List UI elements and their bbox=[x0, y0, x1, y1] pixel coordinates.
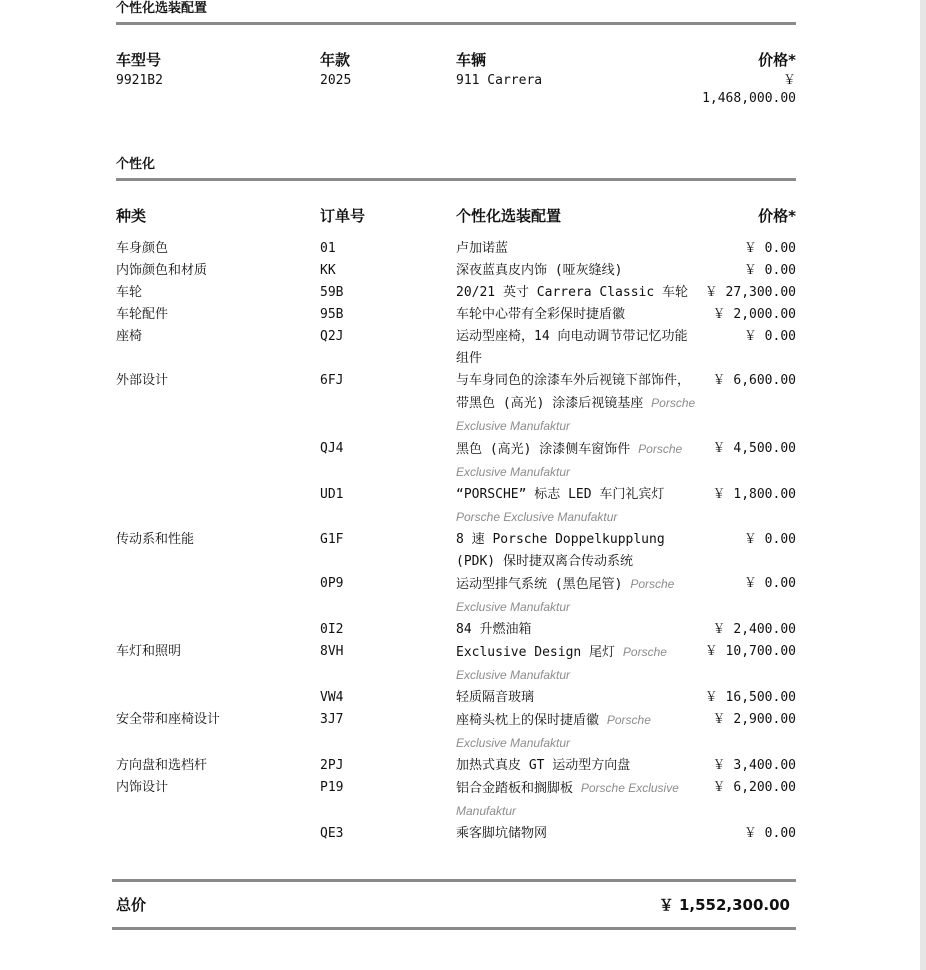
option-price: ￥ 1,800.00 bbox=[712, 487, 796, 502]
option-code: 2PJ bbox=[320, 758, 344, 773]
header-vehicle: 车辆 bbox=[456, 51, 487, 69]
personal-section-title: 个性化 bbox=[116, 157, 156, 172]
option-text: “PORSCHE” 标志 LED 车门礼宾灯 bbox=[456, 487, 665, 502]
option-description bbox=[456, 755, 696, 777]
option-category: 传动系和性能 bbox=[116, 532, 195, 547]
option-text: 座椅头枕上的保时捷盾徽 bbox=[456, 713, 600, 728]
option-text: 乘客脚坑储物网 bbox=[456, 826, 548, 841]
option-code: Q2J bbox=[320, 329, 344, 344]
option-price: ￥ 0.00 bbox=[743, 241, 796, 256]
option-code: 59B bbox=[320, 285, 344, 300]
option-text: 运动型座椅，14 向电动调节带记忆功能组件 bbox=[456, 329, 688, 366]
option-category bbox=[116, 484, 320, 529]
option-text: Exclusive Design 尾灯 bbox=[456, 645, 616, 660]
header-order-no: 订单号 bbox=[320, 207, 366, 225]
option-code: QJ4 bbox=[320, 441, 344, 456]
total-row bbox=[112, 882, 796, 927]
option-category: 车轮配件 bbox=[116, 307, 169, 322]
base-price bbox=[696, 72, 796, 108]
personal-section bbox=[116, 156, 796, 845]
header-price: 价格* bbox=[758, 51, 796, 69]
option-code: 3J7 bbox=[320, 712, 344, 727]
option-category: 车灯和照明 bbox=[116, 644, 182, 659]
option-price: ￥ 6,600.00 bbox=[712, 373, 796, 388]
option-description bbox=[456, 687, 696, 709]
option-category: 外部设计 bbox=[116, 373, 169, 388]
option-code: VW4 bbox=[320, 690, 344, 705]
option-category: 车轮 bbox=[116, 285, 143, 300]
option-price: ￥ 0.00 bbox=[743, 263, 796, 278]
option-text: 与车身同色的涂漆车外后视镜下部饰件，带黑色 (高光) 涂漆后视镜基座 bbox=[456, 373, 691, 411]
option-description bbox=[456, 777, 696, 823]
option-text: 卢加诺蓝 bbox=[456, 241, 509, 256]
option-text: 运动型排气系统 (黑色尾管) bbox=[456, 577, 623, 592]
header-model-no: 车型号 bbox=[116, 51, 162, 69]
option-text: 铝合金踏板和搁脚板 bbox=[456, 781, 574, 796]
config-section-title: 个性化选装配置 bbox=[116, 1, 208, 16]
option-price: ￥ 0.00 bbox=[743, 576, 796, 591]
option-code: 01 bbox=[320, 241, 336, 256]
option-category: 车身颜色 bbox=[116, 241, 169, 256]
option-category: 方向盘和选档杆 bbox=[116, 758, 208, 773]
total-bottom-rule bbox=[112, 927, 796, 930]
option-price: ￥ 0.00 bbox=[743, 329, 796, 344]
option-text: 黑色 (高光) 涂漆侧车窗饰件 bbox=[456, 442, 631, 457]
option-description bbox=[456, 438, 696, 484]
option-price: ￥ 0.00 bbox=[743, 532, 796, 547]
header-price: 价格* bbox=[758, 207, 796, 225]
exclusive-tag: Porsche Exclusive Manufaktur bbox=[456, 510, 618, 524]
option-code: 8VH bbox=[320, 644, 344, 659]
option-code: 0P9 bbox=[320, 576, 344, 591]
option-description bbox=[456, 326, 696, 370]
option-code: UD1 bbox=[320, 487, 344, 502]
option-category bbox=[116, 687, 320, 709]
option-category bbox=[116, 619, 320, 641]
option-description bbox=[456, 484, 696, 529]
option-text: 20/21 英寸 Carrera Classic 车轮 bbox=[456, 285, 689, 300]
exclusive-tag: Porsche Exclusive Manufaktur bbox=[456, 713, 651, 750]
option-code: 95B bbox=[320, 307, 344, 322]
total-block bbox=[112, 879, 796, 930]
base-price-value: 1,468,000.00 bbox=[702, 91, 796, 106]
option-description bbox=[456, 529, 696, 573]
option-code: P19 bbox=[320, 780, 344, 795]
config-header-row bbox=[116, 50, 796, 70]
option-description bbox=[456, 282, 696, 304]
option-category bbox=[116, 573, 320, 619]
option-category bbox=[116, 823, 320, 845]
exclusive-tag: Porsche Exclusive Manufaktur bbox=[456, 442, 683, 479]
exclusive-tag: Porsche Exclusive Manufaktur bbox=[456, 781, 679, 818]
option-category: 座椅 bbox=[116, 329, 143, 344]
section-divider bbox=[116, 22, 796, 25]
year-value: 2025 bbox=[320, 73, 352, 88]
options-table bbox=[116, 238, 796, 845]
option-text: 深夜蓝真皮内饰 (哑灰缝线) bbox=[456, 263, 623, 278]
option-description bbox=[456, 823, 696, 845]
header-option: 个性化选装配置 bbox=[456, 207, 562, 225]
option-price: ￥ 2,400.00 bbox=[712, 622, 796, 637]
option-code: KK bbox=[320, 263, 336, 278]
option-price: ￥ 2,900.00 bbox=[712, 712, 796, 727]
exclusive-tag: Porsche Exclusive Manufaktur bbox=[456, 577, 675, 614]
option-price: ￥ 27,300.00 bbox=[704, 285, 796, 300]
option-category: 内饰设计 bbox=[116, 780, 169, 795]
option-text: 车轮中心带有全彩保时捷盾徽 bbox=[456, 307, 626, 322]
option-text: 加热式真皮 GT 运动型方向盘 bbox=[456, 758, 631, 773]
option-description bbox=[456, 709, 696, 755]
option-description bbox=[456, 370, 696, 438]
option-text: 8 速 Porsche Doppelkupplung (PDK) 保时捷双离合传动系统 bbox=[456, 532, 665, 569]
vehicle-value: 911 Carrera bbox=[456, 73, 543, 88]
option-text: 轻质隔音玻璃 bbox=[456, 690, 535, 705]
option-category: 安全带和座椅设计 bbox=[116, 712, 221, 727]
option-code: 0I2 bbox=[320, 622, 344, 637]
model-no-value: 9921B2 bbox=[116, 73, 163, 88]
option-description bbox=[456, 641, 696, 687]
option-price: ￥ 6,200.00 bbox=[712, 780, 796, 795]
personal-header-row bbox=[116, 206, 796, 226]
exclusive-tag: Porsche Exclusive Manufaktur bbox=[456, 396, 696, 433]
option-description bbox=[456, 304, 696, 326]
option-price: ￥ 4,500.00 bbox=[712, 441, 796, 456]
header-category: 种类 bbox=[116, 207, 147, 225]
option-category bbox=[116, 438, 320, 484]
option-code: QE3 bbox=[320, 826, 344, 841]
option-description bbox=[456, 260, 696, 282]
option-price: ￥ 16,500.00 bbox=[704, 690, 796, 705]
option-code: G1F bbox=[320, 532, 344, 547]
option-price: ￥ 10,700.00 bbox=[704, 644, 796, 659]
option-price: ￥ 0.00 bbox=[743, 826, 796, 841]
exclusive-tag: Porsche Exclusive Manufaktur bbox=[456, 645, 667, 682]
total-label: 总价 bbox=[116, 896, 147, 914]
option-price: ￥ 2,000.00 bbox=[712, 307, 796, 322]
scrollbar-track[interactable] bbox=[920, 0, 926, 970]
header-year: 年款 bbox=[320, 51, 351, 69]
option-category: 内饰颜色和材质 bbox=[116, 263, 208, 278]
config-data-row bbox=[116, 72, 796, 108]
section-divider bbox=[116, 178, 796, 181]
config-section bbox=[116, 0, 796, 108]
option-text: 84 升燃油箱 bbox=[456, 622, 532, 637]
option-description bbox=[456, 238, 696, 260]
option-description bbox=[456, 619, 696, 641]
total-value: ￥ 1,552,300.00 bbox=[658, 896, 790, 914]
option-code: 6FJ bbox=[320, 373, 344, 388]
option-price: ￥ 3,400.00 bbox=[712, 758, 796, 773]
option-description bbox=[456, 573, 696, 619]
base-price-symbol: ￥ bbox=[782, 73, 796, 88]
